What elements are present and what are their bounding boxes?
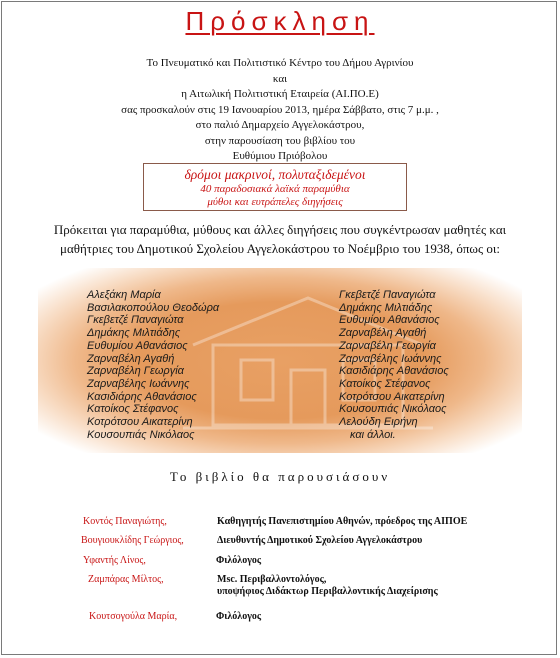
book-title-box bbox=[143, 163, 407, 211]
presenters-heading: Το βιβλίο θα παρουσιάσουν bbox=[169, 469, 391, 484]
list-item: Δημάκης Μιλτιάδης bbox=[87, 327, 181, 340]
intro-line: στο παλιό Δημαρχείο Αγγελοκάστρου, bbox=[195, 119, 365, 131]
names-list-left bbox=[87, 289, 219, 441]
presenter-role-row bbox=[217, 516, 467, 528]
list-item: Κασιδιάρης Αθανάσιος bbox=[339, 365, 449, 378]
presenter-name: Κουτσογούλα Μαρία, bbox=[89, 611, 178, 622]
list-item: Κουσουπιάς Νικόλαος bbox=[87, 428, 195, 441]
presenter-row bbox=[83, 555, 146, 567]
list-item: Γκεβετζέ Παναγιώτα bbox=[339, 289, 436, 301]
presenter-role: Φιλόλογος bbox=[216, 611, 262, 622]
intro-line: στην παρουσίαση του βιβλίου του bbox=[204, 134, 356, 147]
page-title: Πρόσκληση bbox=[185, 6, 375, 36]
list-item: Κατοίκος Στέφανος bbox=[339, 377, 431, 390]
presenter-row bbox=[83, 516, 167, 528]
list-item: Ζαρναβέλης Ιωάννης bbox=[339, 352, 442, 365]
intro-line: Το Πνευματικό και Πολιτιστικό Κέντρο του Δήμου Αγρινίου bbox=[146, 57, 414, 69]
list-item: Κασιδιάρης Αθανάσιος bbox=[87, 390, 197, 403]
presenter-row bbox=[89, 611, 177, 623]
book-subtitle: 40 παραδοσιακά λαϊκά παραμύθια bbox=[200, 183, 350, 195]
intro-line: σας προσκαλούν στις 19 Ιανουαρίου 2013, ημέρα Σάββατο, στις 7 μ.μ. , bbox=[121, 103, 439, 116]
presenter-role-row bbox=[217, 535, 422, 547]
intro-text bbox=[0, 56, 560, 165]
list-item: Ζαρναβέλη Αγαθή bbox=[87, 352, 175, 365]
list-item: και άλλοι. bbox=[350, 428, 396, 441]
presenter-role-row bbox=[216, 555, 261, 567]
presenter-role: Καθηγητής Πανεπιστημίου Αθηνών, πρόεδρος της ΑΙΠΟΕ bbox=[217, 516, 468, 527]
list-item: Ευθυμίου Αθανάσιος bbox=[339, 314, 440, 327]
list-item: Ζαρναβέλης Ιωάννης bbox=[87, 377, 190, 390]
presenter-role-row bbox=[217, 574, 438, 598]
list-item: Ζαρναβέλη Αγαθή bbox=[339, 327, 427, 340]
list-item: Ζαρναβέλη Γεωργία bbox=[87, 365, 184, 378]
presenter-role-row bbox=[216, 611, 261, 623]
presenter-row bbox=[88, 574, 164, 586]
presenter-name: Υφαντής Λίνος, bbox=[83, 555, 146, 566]
intro-line: Ευθύμιου Πριόβολου bbox=[232, 150, 328, 162]
description bbox=[0, 220, 560, 258]
list-item: Βασιλακοπούλου Θεοδώρα bbox=[87, 301, 220, 314]
description-line: μαθήτριες του Δημοτικού Σχολείου Αγγελοκάστρου το Νοέμβριο του 1938, όπως οι: bbox=[59, 241, 500, 256]
book-title: δρόμοι μακρινοί, πολυταξιδεμένοι bbox=[184, 167, 366, 182]
presenter-name: Ζαμπάρας Μίλτος, bbox=[88, 574, 164, 585]
presenter-role: Φιλόλογος bbox=[216, 555, 262, 566]
list-item: Ζαρναβέλη Γεωργία bbox=[339, 339, 436, 352]
intro-line: και bbox=[272, 72, 288, 85]
list-item: Γκεβετζέ Παναγιώτα bbox=[87, 314, 184, 327]
intro-line: η Αιτωλική Πολιτιστική Εταιρεία (ΑΙ.ΠΟ.Ε) bbox=[181, 88, 379, 100]
list-item: Κουσουπιάς Νικόλαος bbox=[339, 403, 447, 416]
presenter-role-detail: υποψήφιος Διδάκτωρ Περιβαλλοντικής Διαχείρισης bbox=[217, 586, 438, 597]
presenter-row bbox=[81, 535, 184, 547]
list-item: Κοτρότσου Αικατερίνη bbox=[87, 416, 193, 429]
list-item: Κοτρότσου Αικατερίνη bbox=[339, 390, 445, 403]
names-list-right bbox=[339, 289, 449, 441]
presenter-name: Βουγιουκλίδης Γεώργιος, bbox=[81, 535, 184, 546]
description-line: Πρόκειται για παραμύθια, μύθους και άλλες διηγήσεις που συγκέντρωσαν μαθητές και bbox=[53, 222, 507, 237]
presenter-role: Msc. Περιβαλλοντολόγος, bbox=[217, 574, 327, 585]
book-subtitle: μύθοι και ευτράπελες διηγήσεις bbox=[207, 196, 343, 208]
presenter-role: Διευθυντής Δημοτικού Σχολείου Αγγελοκάστρου bbox=[217, 535, 423, 546]
list-item: Αλεξάκη Μαρία bbox=[87, 289, 161, 301]
list-item: Ευθυμίου Αθανάσιος bbox=[87, 339, 188, 352]
list-item: Κατοίκος Στέφανος bbox=[87, 403, 179, 416]
list-item: Λελούδη Ειρήνη bbox=[339, 416, 418, 429]
presenter-name: Κοντός Παναγιώτης, bbox=[83, 516, 167, 527]
list-item: Δημάκης Μιλτιάδης bbox=[339, 301, 433, 314]
